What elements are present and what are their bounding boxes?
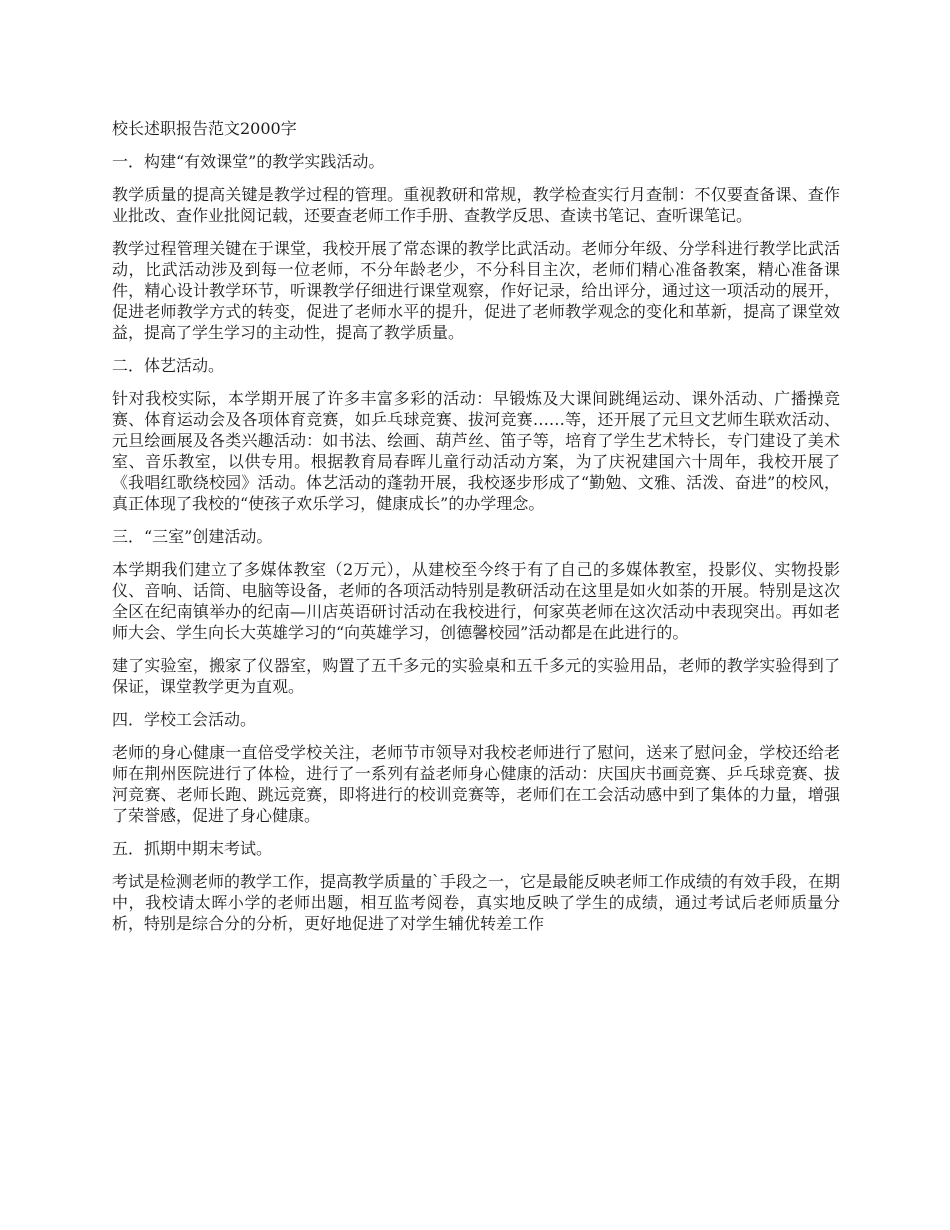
section-heading-3: 三．“三室”创建活动。 <box>112 527 273 546</box>
section-heading-2: 二．体艺活动。 <box>112 356 225 375</box>
document-title: 校长述职报告范文2000字 <box>112 119 297 138</box>
paragraph: 建了实验室，搬家了仪器室，购置了五千多元的实验桌和五千多元的实验用品，老师的教学实验得到了保证，课堂教学更为直观。 <box>112 656 840 696</box>
paragraph: 教学过程管理关键在于课堂，我校开展了常态课的教学比武活动。老师分年级、分学科进行教学比武活动，比武活动涉及到每一位老师，不分年龄老少，不分科目主次，老师们精心准备教案，精心准备课件，精心设计教学环节，听课教学仔细进行课堂观察，作好记录，给出评分，通过这一项活动的展开，促进老师教学方式的转变，促进了老师水平的提升，促进了老师教学观念的变化和革新，提高了课堂效益，提高了学生学习的主动性，提高了教学质量。 <box>112 239 840 342</box>
paragraph: 教学质量的提高关键是教学过程的管理。重视教研和常规，教学检查实行月查制：不仅要查备课、查作业批改、查作业批阅记载，还要查老师工作手册、查教学反思、查读书笔记、查听课笔记。 <box>112 185 840 225</box>
section-heading-1: 一．构建“有效课堂”的教学实践活动。 <box>112 152 385 171</box>
section-heading-5: 五．抓期中期末考试。 <box>112 839 273 858</box>
section-heading-4: 四．学校工会活动。 <box>112 710 257 729</box>
paragraph: 老师的身心健康一直倍受学校关注，老师节市领导对我校老师进行了慰问，送来了慰问金，学校还给老师在荆州医院进行了体检，进行了一系列有益老师身心健康的活动：庆国庆书画竞赛、乒乓球竞赛、拔河竞赛、老师长跑、跳远竞赛，即将进行的校训竞赛等，老师们在工会活动感中到了集体的力量，增强了荣誉感，促进了身心健康。 <box>112 743 840 825</box>
paragraph: 本学期我们建立了多媒体教室（2万元），从建校至今终于有了自己的多媒体教室，投影仪、实物投影仪、音响、话筒、电脑等设备，老师的各项活动特别是教研活动在这里是如火如荼的开展。特别是这次全区在纪南镇举办的纪南—川店英语研讨活动在我校进行，何家英老师在这次活动中表现突出。再如老师大会、学生向长大英雄学习的“向英雄学习，创德馨校园”活动都是在此进行的。 <box>112 560 840 642</box>
paragraph: 针对我校实际，本学期开展了许多丰富多彩的活动：早锻炼及大课间跳绳运动、课外活动、广播操竞赛、体育运动会及各项体育竞赛，如乒乓球竞赛、拔河竞赛……等，还开展了元旦文艺师生联欢活动、元旦绘画展及各类兴趣活动：如书法、绘画、葫芦丝、笛子等，培育了学生艺术特长，专门建设了美术室、音乐教室，以供专用。根据教育局春晖儿童行动活动方案，为了庆祝建国六十周年，我校开展了《我唱红歌绕校园》活动。体艺活动的蓬勃开展，我校逐步形成了“勤勉、文雅、活泼、奋进”的校风，真正体现了我校的“使孩子欢乐学习，健康成长”的办学理念。 <box>112 389 840 513</box>
document-page <box>112 118 840 946</box>
paragraph: 考试是检测老师的教学工作，提高教学质量的`手段之一，它是最能反映老师工作成绩的有效手段，在期中，我校请太晖小学的老师出题，相互监考阅卷，真实地反映了学生的成绩，通过考试后老师质量分析，特别是综合分的分析，更好地促进了对学生辅优转差工作 <box>112 872 841 933</box>
